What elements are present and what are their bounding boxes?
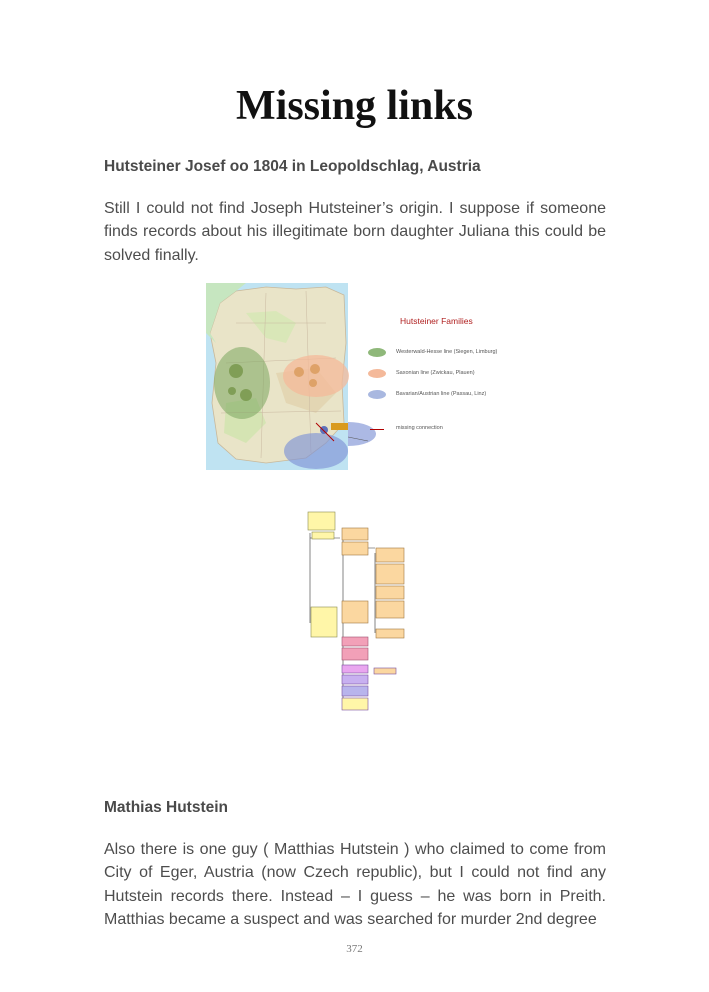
map-legend: Hutsteiner Families Westerwald-Hesse line (Siegen, Limburg) Saxonian line (Zwickau, Plauen) Bavarian/Austrian line (Passau, Linz) missing connection bbox=[362, 310, 512, 440]
family-tree-image bbox=[300, 508, 410, 713]
orange-swatch-icon bbox=[368, 369, 386, 378]
section-paragraph-mathias-hutstein: Also there is one guy ( Matthias Hutstein ) who claimed to come from City of Eger, Austria (now Czech republic), but I could not find any Hutstein records there. Instead – I guess – he was born in Preith. Matthias became a suspect and was searched for murder 2nd degree bbox=[104, 841, 606, 928]
page-number: 372 bbox=[346, 943, 363, 955]
red-line-icon bbox=[370, 429, 384, 430]
section-paragraph-hutsteiner-josef: Still I could not find Joseph Hutsteiner’s origin. I suppose if someone finds records about his illegitimate born daughter Juliana this could be solved finally. bbox=[104, 200, 606, 264]
blue-swatch-icon bbox=[368, 390, 386, 399]
section-heading-mathias-hutstein: Mathias Hutstein bbox=[104, 799, 229, 816]
saxonian-region-overlay bbox=[283, 355, 349, 397]
section-heading-hutsteiner-josef: Hutsteiner Josef oo 1804 in Leopoldschlag, Austria bbox=[104, 158, 481, 175]
green-swatch-icon bbox=[368, 348, 386, 357]
page-title: Missing links bbox=[236, 83, 473, 129]
legend-title: Hutsteiner Families bbox=[400, 316, 473, 326]
